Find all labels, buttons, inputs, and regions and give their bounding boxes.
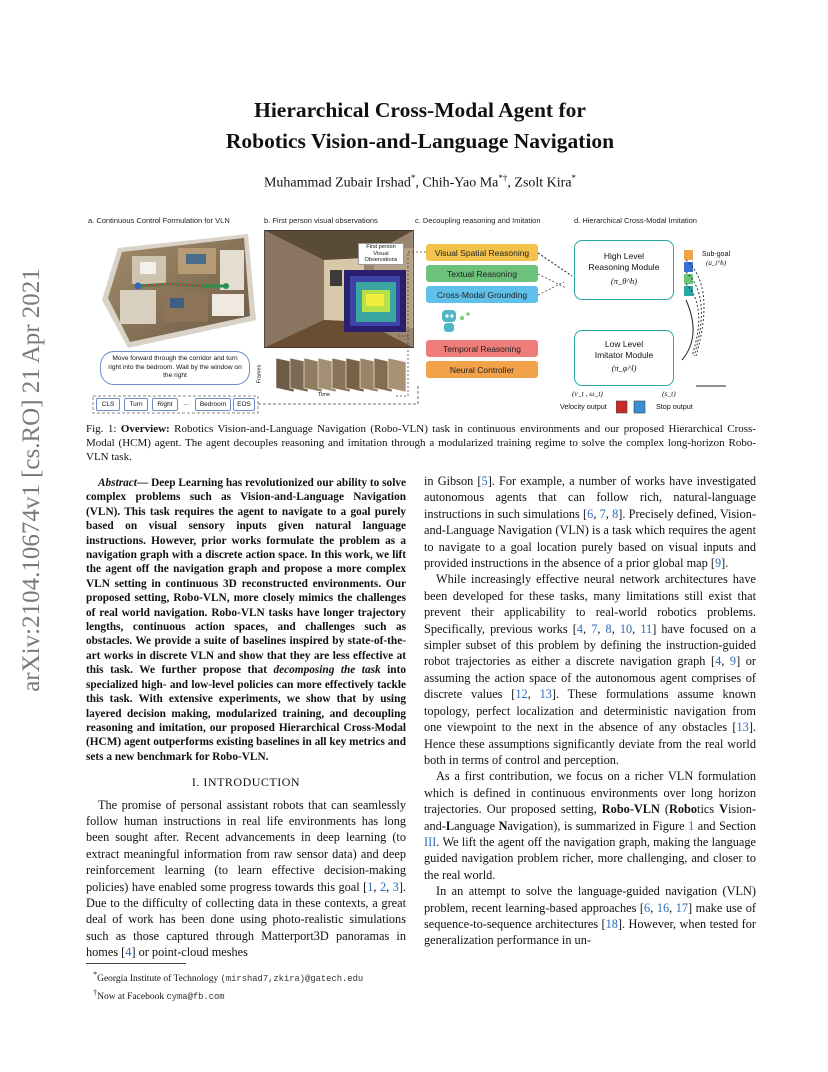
footnote-2	[86, 986, 406, 1004]
token-eos: EOS	[233, 398, 255, 411]
footnote-1-text: Georgia Institute of Technology	[97, 974, 219, 985]
author-3-affil: *	[571, 173, 577, 183]
title-line-1: Hierarchical Cross-Modal Agent for	[254, 98, 586, 122]
intro-text-3: ] or point-cloud meshes	[131, 945, 248, 960]
subgoal-arrows	[672, 256, 722, 366]
token-ellipsis: ...	[183, 400, 189, 407]
footnote-2-marker: †	[93, 988, 98, 998]
intro-paragraph: The promise of personal assistant robots that can seamlessly follow human instructions in real life environments has long been sought after. Recent advancements in deep learning (to extract meaningful information from raw sensor data) and deep reinforcement learning (to learn effective decision-making policies) have enabled some progress towards this goal [1, 2, 3]. Due to the difficulty of collecting data in these contexts, a great deal of work has been done using photo-realistic simulations such as those captured through Matterport3D panoramas in homes [4] or point-cloud meshes	[86, 797, 406, 960]
time-axis-label: Time	[318, 392, 331, 398]
instruction-text: Move forward through the corridor and turn right into the bedroom. Wait by the window on the right	[108, 355, 242, 380]
acronym-letter: Robo	[669, 802, 698, 817]
footnote-1-marker: *	[93, 970, 98, 979]
rc-text: ]. For example, a number of works have investigated autonomous agents that can follow rich, natural-language instructions in such simulations [	[424, 474, 756, 521]
citation-link[interactable]: 13	[539, 687, 552, 702]
author-1: Muhammad Zubair Irshad	[263, 175, 411, 191]
fpv-label: First person Visual Observations	[358, 243, 404, 265]
stop-symbol: (s_t)	[662, 389, 676, 398]
arxiv-stamp	[12, 270, 52, 690]
footnote-rule	[86, 963, 186, 964]
rc-text: avigation), is summarized in Figure	[507, 818, 685, 833]
citation-link[interactable]: 11	[640, 621, 653, 636]
panel-b-heading: b. First person visual observations	[264, 216, 378, 225]
citation-link[interactable]: 9	[729, 654, 737, 669]
abstract-italic: decomposing the task	[273, 664, 381, 677]
panel-a-heading: a. Continuous Control Formulation for VLN	[88, 216, 230, 225]
abstract	[86, 476, 406, 764]
author-2-affil: *†	[498, 173, 508, 183]
rc-text: ] have focused on a simpler subset of this problem by defining the instruction-guided robot trajectories as either a discrete navigation graph [	[424, 621, 756, 669]
rc-text: ]. Hence these assumptions significantly deviate from the real world both in terms of control and perception.	[424, 720, 756, 767]
output-blocks	[616, 400, 652, 414]
rc-text: ]. However, when tested for generalization performance in un-	[424, 916, 757, 948]
rc-text: . We lift the agent off the navigation graph, making the language guided navigation problem richer, more challenging, and closer to the real world.	[424, 834, 756, 882]
intro-text-2: ]. Due to the difficulty of collecting data in these contexts, a great deal of work has been done using photo-realistic simulations such as those captured through Matterport3D panoramas in homes [	[86, 879, 406, 960]
author-2: Chih-Yao Ma	[422, 175, 499, 191]
right-paragraph-3	[424, 768, 756, 883]
caption-bold: Overview:	[120, 423, 170, 435]
section-link[interactable]: III	[424, 834, 437, 849]
visual-spatial-reasoning-box: Visual Spatial Reasoning	[426, 244, 538, 261]
high-level-title-2: Reasoning Module	[588, 262, 660, 272]
citation-link[interactable]: 12	[515, 687, 528, 702]
rc-text: As a first contribution, we focus on a richer VLN formulation which is defined in continuous environments over long horizon trajectories. Our proposed setting,	[424, 769, 756, 817]
citation-link[interactable]: 7	[599, 506, 606, 521]
arxiv-stamp-text: arXiv:2104.10674v1 [cs.RO] 21 Apr 2021	[18, 268, 45, 692]
low-level-symbol: (π_φ^l)	[611, 363, 637, 373]
title-line-2: Robotics Vision-and-Language Navigation	[225, 129, 615, 153]
abstract-part-2: into specialized high- and low-level policies can more effectively tackle this task. With extensive experiments, we show that by using layered decision making, modularized training, and decoupling reasoning and imitation, our proposed Hierarchical Cross-Modal (HCM) agent outperforms existing baselines in all key metrics and sets a new benchmark for Robo-VLN.	[86, 664, 406, 763]
token-cls: CLS	[96, 398, 120, 411]
abstract-label: Abstract—	[98, 477, 149, 489]
citation-link[interactable]: 4	[576, 621, 583, 636]
stop-output-label: Stop output	[656, 402, 693, 411]
temporal-reasoning-box: Temporal Reasoning	[426, 340, 538, 357]
subgoal-symbol: (a_t^h)	[705, 259, 727, 267]
figure-caption	[86, 422, 756, 464]
right-column	[424, 473, 756, 949]
subgoal-label-text: Sub-goal	[702, 251, 731, 258]
section-heading-introduction: I. INTRODUCTION	[191, 775, 301, 790]
frames-axis-label: Frames	[256, 364, 263, 384]
citation-link[interactable]: 13	[736, 720, 749, 735]
intro-text-1: The promise of personal assistant robots that can seamlessly follow human instructions in real life environments has long been sought after. Recent advancements in deep learning (to extract meaningful information from raw sensor data) and deep reinforcement learning (to learn effective decision-making policies) have enabled some progress towards this goal [	[86, 797, 406, 894]
footnote-1	[86, 968, 406, 986]
citation-link[interactable]: 8	[605, 621, 612, 636]
acronym-letter: L	[445, 818, 455, 833]
citation-link[interactable]: 9	[714, 556, 722, 571]
paper-title	[120, 95, 720, 157]
rc-text: ] make use of sequence-to-sequence architectures [	[424, 900, 757, 931]
rc-text: ]. These formulations assume known topology, perfect localization and deterministic navigation from one viewpoint to the next in the absence of any obstacles [	[424, 687, 756, 735]
right-paragraph-2: While increasingly effective neural network architectures have been developed for these tasks, many limitations still exist that prevent their applicability to real-world robotics problems. Specifically, previous works [4, 7, 8, 10, 11] have focused on a simpler subset of this problem by defining the instruction-guided robot trajectories as either a discrete navigation graph [4, 9] or assuming the action space of the autonomous agent comprises of discrete values [12, 13]. These formulations assume known topology, perfect localization and deterministic navigation from one viewpoint to the next in the absence of any obstacles [13]. Hence these assumptions significantly deviate from the real world both in terms of control and perception.	[424, 572, 756, 767]
citation-link[interactable]: 1	[367, 879, 374, 894]
rc-text: ].	[721, 556, 729, 571]
figure-link[interactable]: 1	[688, 818, 695, 833]
right-paragraph-4: In an attempt to solve the language-guided navigation (VLN) problem, recent learning-based approaches [6, 16, 17] make use of sequence-to-sequence architectures [18]. However, when tested for generalization performance in un-	[424, 884, 757, 948]
rc-text: In an attempt to solve the language-guided navigation (VLN) problem, recent learning-based approaches [	[424, 884, 756, 915]
caption-label: Fig. 1:	[86, 423, 117, 435]
rc-text: in Gibson [	[424, 474, 482, 488]
citation-link[interactable]: 5	[481, 474, 488, 488]
right-paragraph-1: in Gibson [5]. For example, a number of works have investigated autonomous agents that can follow rich, natural-language instructions in such simulations [6, 7, 8]. Precisely defined, Vision-and-Language Navigation (VLN) is a task which requires the agent to navigate to a goal location purely based on visual inputs and provided instructions in the absence of a prior global map [9].	[424, 474, 756, 571]
author-3: Zsolt Kira	[514, 175, 572, 191]
citation-link[interactable]: 2	[379, 879, 387, 894]
authors: Muhammad Zubair Irshad*, Chih-Yao Ma*†, Zsolt Kira*	[263, 173, 577, 191]
panel-d-heading: d. Hierarchical Cross-Modal Imitation	[574, 216, 697, 225]
rc-text: ision-and-	[424, 802, 757, 833]
cross-modal-grounding-box: Cross-Modal Grounding	[426, 286, 538, 303]
house-map-image	[98, 230, 258, 350]
author-1-affil: *	[410, 173, 416, 183]
citation-link[interactable]: 16	[656, 900, 670, 915]
citation-link[interactable]: 3	[392, 879, 399, 894]
citation-link[interactable]: 4	[125, 945, 132, 960]
token-right: Right	[152, 398, 178, 411]
frames-stack	[266, 354, 416, 396]
low-level-title-1: Low Level	[604, 339, 644, 349]
citation-link[interactable]: 7	[591, 621, 598, 636]
abstract-part-1: Deep Learning has revolutionized our ability to solve complex problems such as Vision-and-Language Navigation (VLN). This task requires the agent to navigate to a goal purely based on visual sensory inputs given natural language instructions. However, prior works formulate the problem as a navigation graph with a discrete action space. In this work, we lift the agent off the navigation graph and propose a more complex VLN setting in continuous 3D reconstructed environments. Our proposed setting, Robo-VLN, more closely mimics the challenges of real world navigation. Robo-VLN tasks have longer trajectory lengths, continuous action spaces, and challenges such as obstacles. We provide a suite of baselines inspired by state-of-the-art works in discrete VLN and show that they are less effective at this task. We further propose that	[86, 477, 406, 677]
high-level-title-1: High Level	[603, 251, 645, 261]
footnote-2-email: cyma@fb.com	[166, 992, 225, 1003]
citation-link[interactable]: 8	[612, 506, 619, 521]
citation-link[interactable]: 17	[675, 900, 689, 915]
footnotes	[86, 963, 406, 1004]
high-level-module	[574, 240, 674, 300]
panel-c-heading: c. Decoupling reasoning and Imitation	[415, 216, 541, 225]
neural-controller-box: Neural Controller	[426, 361, 538, 378]
rc-text: ]. Precisely defined, Vision-and-Language Navigation (VLN) is a task which requires the agent to navigate to a goal location purely based on visual inputs and provided instructions in the absence of a prior global map [	[424, 506, 756, 571]
low-level-module	[574, 330, 674, 386]
robo-vln-term: Robo-VLN	[601, 802, 660, 817]
left-column	[86, 476, 406, 961]
rc-text: (	[664, 802, 669, 817]
footnote-2-text: Now at Facebook	[97, 992, 165, 1003]
rc-text: tics	[697, 802, 715, 817]
figure-1	[86, 216, 756, 416]
velocity-output-label: Velocity output	[560, 402, 607, 411]
instruction-bubble	[100, 351, 250, 385]
caption-text: Robotics Vision-and-Language Navigation (Robo-VLN) task in continuous environments and our proposed Hierarchical Cross-Modal (HCM) agent. The agent decouples reasoning and imitation through a modularized training regime to solve the complex long-horizon Robo-VLN task.	[86, 423, 756, 463]
rc-text: ] or assuming the action space of the autonomous agent comprises of discrete values [	[424, 654, 756, 702]
token-turn: Turn	[124, 398, 148, 411]
citation-link[interactable]: 10	[619, 621, 633, 636]
citation-link[interactable]: 6	[644, 900, 651, 915]
acronym-letter: N	[498, 818, 508, 833]
token-bedroom: Bedroom	[195, 398, 231, 411]
rc-text: While increasingly effective neural network architectures have been developed for these tasks, many limitations still exist that prevent their applicability to real-world robotics problems. Specifically, previous works [	[424, 572, 756, 636]
rc-text: and Section	[697, 818, 756, 833]
velocity-symbol: (v_t , ω_t)	[572, 389, 603, 398]
low-level-title-2: Imitator Module	[594, 350, 654, 360]
citation-link[interactable]: 4	[715, 654, 722, 669]
citation-link[interactable]: 18	[605, 916, 618, 931]
acronym-letter: V	[719, 802, 729, 817]
citation-link[interactable]: 6	[587, 506, 594, 521]
rc-text: anguage	[454, 818, 496, 833]
high-level-symbol: (π_θ^h)	[610, 276, 638, 286]
footnote-1-email: (mirshad7,zkira)@gatech.edu	[220, 974, 364, 985]
textual-reasoning-box: Textual Reasoning	[426, 265, 538, 282]
